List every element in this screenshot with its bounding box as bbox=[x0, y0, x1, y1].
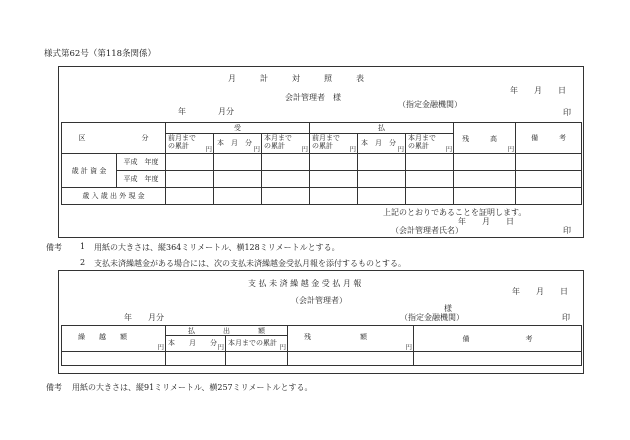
form2-bank: （指定金融機関） bbox=[400, 313, 464, 322]
row-label-sainyu: 歳 入 歳 出 外 現 金 bbox=[62, 188, 166, 205]
header-remaining: 残 額 円 bbox=[288, 326, 414, 352]
sub-month-receipts: 本 月 分 円 bbox=[214, 134, 262, 154]
notes1-item1-no: 1 bbox=[80, 242, 86, 251]
certify-date: 年 月 日 bbox=[458, 217, 514, 226]
form2-date: 年 月 日 bbox=[512, 287, 568, 296]
form2-manager: （会計管理者） bbox=[291, 296, 347, 305]
sub-cum-payments: 本月まで の累計 円 bbox=[406, 134, 454, 154]
header-remarks2: 備 考 bbox=[414, 326, 582, 352]
header-disbursement: 払 出 額 bbox=[166, 326, 288, 336]
sub-cum2: 本月までの累計 円 bbox=[226, 336, 288, 352]
sub-month2: 本 月 分 円 bbox=[166, 336, 226, 352]
sub-month-payments: 本 月 分 円 bbox=[358, 134, 406, 154]
header-payments: 払 bbox=[310, 123, 454, 134]
carryover-table bbox=[61, 325, 582, 366]
certify-name: （会計管理者氏名） bbox=[391, 226, 463, 235]
header-carryover: 繰 越 額 円 bbox=[62, 326, 166, 352]
form2-sama: 様 bbox=[444, 304, 452, 313]
certify-seal: 印 bbox=[563, 226, 571, 235]
notes1-item2: 支払未済繰越金がある場合には、次の支払未済繰越金受払月報を添付するものとする。 bbox=[94, 259, 406, 268]
notes2-label: 備考 bbox=[46, 383, 62, 392]
row-heisei-2: 平成 年度 bbox=[117, 171, 166, 188]
balance-unit: 円 bbox=[507, 145, 515, 153]
header-receipts: 受 bbox=[166, 123, 310, 134]
reconciliation-table bbox=[61, 122, 582, 205]
form1-period: 年 月分 bbox=[178, 107, 234, 116]
header-remarks: 備 考 bbox=[516, 123, 582, 154]
sub-prev-receipts: 前月まで の累計 円 bbox=[166, 134, 214, 154]
row-heisei-1: 平成 年度 bbox=[117, 154, 166, 171]
notes1-item2-no: 2 bbox=[80, 258, 86, 267]
form2-period: 年 月分 bbox=[124, 313, 164, 322]
certify-text: 上記のとおりであることを証明します。 bbox=[383, 208, 527, 217]
form2-title: 支 払 未 済 繰 越 金 受 払 月 報 bbox=[248, 279, 362, 288]
sub-prev-payments: 前月まで の累計 円 bbox=[310, 134, 358, 154]
header-kubun: 区 分 bbox=[62, 123, 166, 154]
balance-label: 残 高 bbox=[462, 135, 498, 143]
form1-seal: 印 bbox=[563, 108, 571, 117]
notes2-text: 用紙の大きさは、縦91ミリメートル、横257ミリメートルとする。 bbox=[72, 383, 313, 392]
notes1-label: 備考 bbox=[46, 243, 62, 252]
form2-seal: 印 bbox=[562, 313, 570, 322]
header-balance bbox=[454, 123, 516, 154]
notes1-item1: 用紙の大きさは、縦364ミリメートル、横128ミリメートルとする。 bbox=[94, 243, 340, 252]
form1-bank: （指定金融機関） bbox=[398, 100, 462, 109]
form1-date: 年 月 日 bbox=[510, 86, 566, 95]
form-number-label: 様式第62号（第118条関係） bbox=[44, 49, 157, 59]
form1-manager: 会計管理者 様 bbox=[285, 93, 341, 102]
row-label-saikei: 歳 計 資 金 bbox=[62, 154, 117, 188]
sub-cum-receipts: 本月まで の累計 円 bbox=[262, 134, 310, 154]
form1-title: 月 計 対 照 表 bbox=[228, 74, 364, 83]
